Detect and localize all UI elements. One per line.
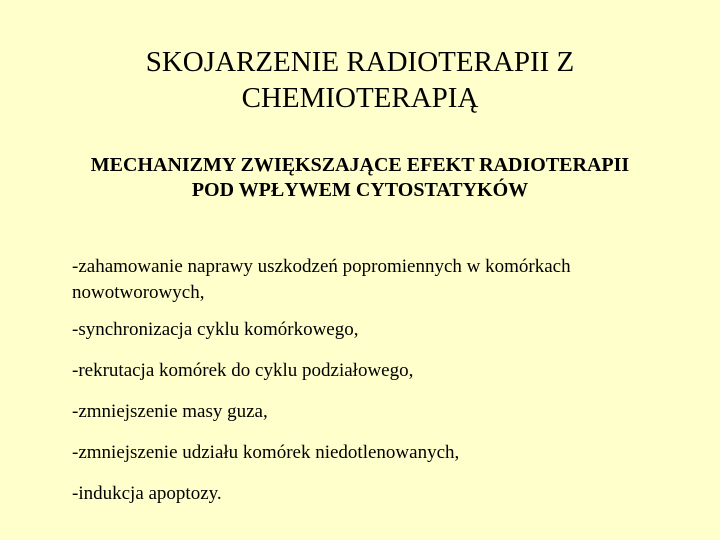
slide-subtitle — [40, 153, 680, 203]
slide-title-line-2: CHEMIOTERAPIĄ — [241, 82, 479, 114]
mechanism-item-repair-inhibition: -zahamowanie naprawy uszkodzeń popromiennych w komórkach nowotworowych, — [72, 256, 571, 303]
mechanism-item-tumor-mass-reduction: -zmniejszenie masy guza, — [72, 401, 268, 422]
mechanism-item-recruitment: -rekrutacja komórek do cyklu podziałowego, — [72, 360, 414, 381]
mechanism-item-cell-cycle-synchronization: -synchronizacja cyklu komórkowego, — [72, 319, 359, 340]
slide-title-line-1: SKOJARZENIE RADIOTERAPII Z — [145, 46, 575, 78]
mechanism-list — [72, 254, 672, 507]
mechanism-item-apoptosis-induction: -indukcja apoptozy. — [72, 483, 222, 504]
mechanism-item-hypoxic-cells-reduction: -zmniejszenie udziału komórek niedotlenowanych, — [72, 442, 460, 463]
slide-subtitle-line-2: POD WPŁYWEM CYTOSTATYKÓW — [191, 179, 529, 201]
slide-subtitle-line-1: MECHANIZMY ZWIĘKSZAJĄCE EFEKT RADIOTERAPII — [90, 154, 630, 176]
slide-title — [60, 44, 660, 116]
